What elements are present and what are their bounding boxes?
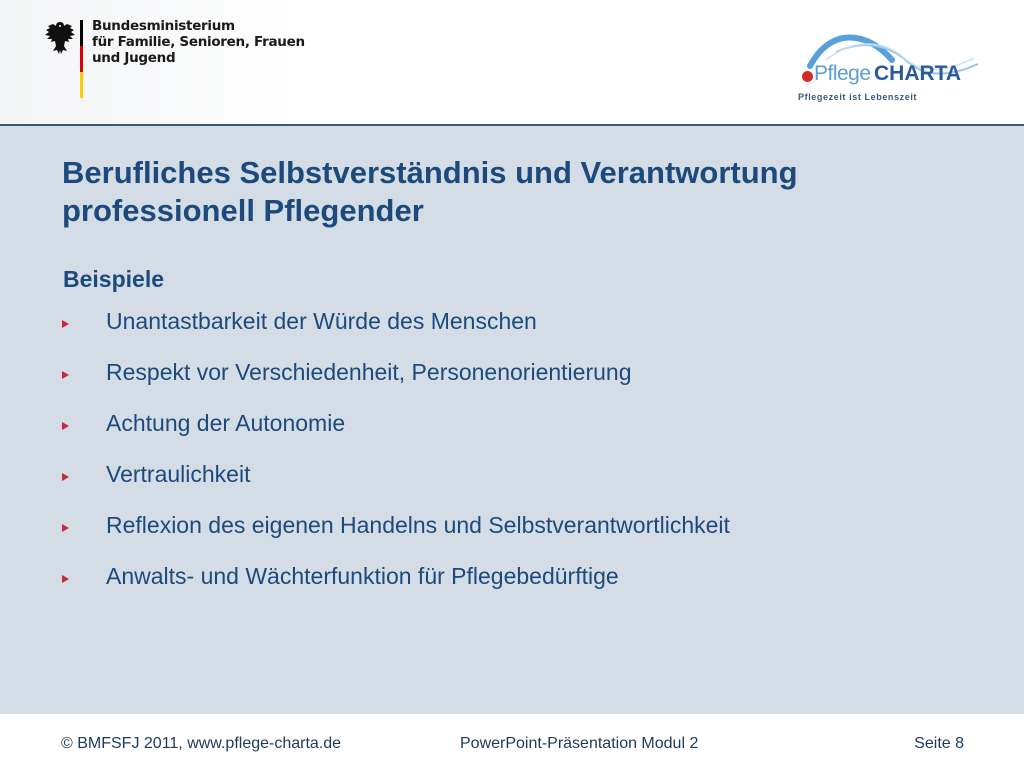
logo-red-dot: [802, 71, 813, 82]
federal-eagle-icon: [44, 20, 76, 56]
slide-footer: [0, 714, 1024, 768]
bullet-item: [62, 306, 962, 357]
bullet-triangle-icon: [62, 524, 69, 532]
bullet-text: Achtung der Autonomie: [106, 410, 346, 436]
pflege-charta-logo: [796, 34, 996, 108]
footer-copyright: © BMFSFJ 2011, www.pflege-charta.de: [61, 735, 342, 752]
flag-red: [80, 46, 83, 72]
ministry-line-3: und Jugend: [92, 50, 176, 66]
bullet-triangle-icon: [62, 422, 69, 430]
bullet-text: Reflexion des eigenen Handelns und Selbstverantwortlichkeit: [106, 512, 730, 538]
logo-pflege-text: Pflege: [814, 62, 871, 85]
footer-page-number: Seite 8: [914, 735, 964, 752]
bullet-text: Anwalts- und Wächterfunktion für Pflegebedürftige: [106, 563, 619, 589]
slide-content: [0, 126, 1024, 714]
bullet-item: [62, 459, 962, 510]
bullet-triangle-icon: [62, 473, 69, 481]
bullet-item: [62, 408, 962, 459]
ministry-logo: [44, 18, 304, 102]
bullet-list: [62, 306, 962, 612]
footer-presentation-title: PowerPoint-Präsentation Modul 2: [460, 735, 699, 752]
bullet-triangle-icon: [62, 371, 69, 379]
slide-subtitle: Beispiele: [63, 266, 164, 292]
flag-gold: [80, 72, 83, 98]
logo-charta-text: CHARTA: [874, 62, 962, 85]
slide-header: [0, 0, 1024, 126]
bullet-text: Respekt vor Verschiedenheit, Personenorientierung: [106, 359, 632, 385]
bullet-text: Unantastbarkeit der Würde des Menschen: [106, 308, 537, 334]
bullet-triangle-icon: [62, 575, 69, 583]
bullet-text: Vertraulichkeit: [106, 461, 251, 487]
bullet-item: [62, 357, 962, 408]
bullet-triangle-icon: [62, 320, 69, 328]
flag-black: [80, 20, 83, 46]
ministry-line-2: für Familie, Senioren, Frauen: [92, 34, 305, 50]
logo-tagline: Pflegezeit ist Lebenszeit: [798, 92, 918, 102]
slide-title: Berufliches Selbstverständnis und Verantwortung professionell Pflegender: [62, 155, 798, 228]
german-flag-stripe: [80, 20, 83, 98]
ministry-name: [92, 18, 305, 66]
ministry-line-1: Bundesministerium: [92, 18, 235, 34]
bullet-item: [62, 510, 962, 561]
bullet-item: [62, 561, 962, 612]
